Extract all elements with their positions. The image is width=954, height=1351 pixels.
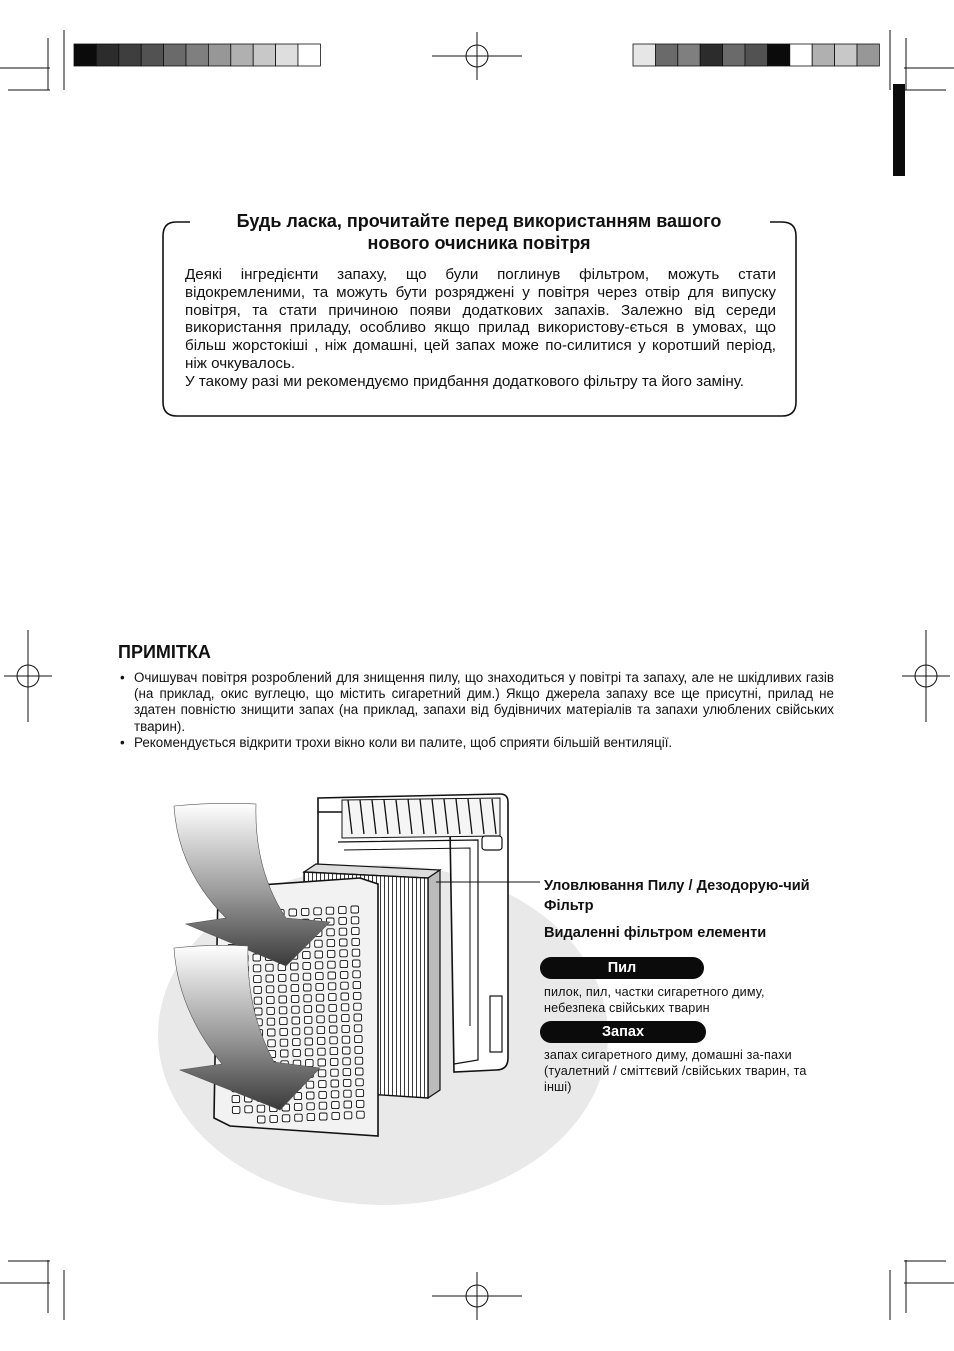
panel-hole <box>316 983 324 990</box>
panel-hole <box>339 928 347 935</box>
notice-paragraph-1: Деякі інгредієнти запаху, що були поглинув фільтром, можуть стати відокремленими, та можуть бути розряджені у повітря через отвір для випуску повітря, та стати причиною появи додаткових запахів. Залежно від середи використання приладу, особливо якщо прилад використову-ється в умовах, що більш жорстокіші , ніж домашні, цей запах може по-силитися у коротший період, ніж очкувалось. <box>185 266 776 372</box>
color-swatch <box>835 44 857 66</box>
notice-paragraph-2: У такому разі ми рекомендуємо придбання додаткового фільтру та його заміну. <box>185 372 745 390</box>
panel-hole <box>291 985 299 992</box>
panel-hole <box>306 1081 314 1088</box>
panel-hole <box>278 974 286 981</box>
panel-hole <box>316 973 324 980</box>
color-swatch <box>745 44 767 66</box>
filter-label: Уловлювання Пилу / Дезодорую-чий Фільтр <box>544 878 810 914</box>
panel-hole <box>294 1103 302 1110</box>
panel-hole <box>340 950 348 957</box>
color-swatch <box>723 44 745 66</box>
panel-hole <box>254 986 262 993</box>
color-swatch <box>208 44 230 66</box>
panel-hole <box>304 1016 312 1023</box>
panel-hole <box>354 1014 362 1021</box>
panel-hole <box>267 1018 275 1025</box>
panel-hole <box>339 917 347 924</box>
panel-hole <box>356 1068 364 1075</box>
removed-elements-heading: Видаленні фільтром елементи <box>544 925 767 941</box>
panel-hole <box>339 907 347 914</box>
color-swatch <box>164 44 186 66</box>
color-swatch <box>678 44 700 66</box>
panel-hole <box>293 1039 301 1046</box>
color-swatch <box>812 44 834 66</box>
panel-hole <box>343 1058 351 1065</box>
panel-hole <box>307 1103 315 1110</box>
panel-hole <box>320 1113 328 1120</box>
color-swatch <box>141 44 163 66</box>
panel-hole <box>341 993 349 1000</box>
panel-hole <box>342 1025 350 1032</box>
notice-body <box>185 266 776 391</box>
panel-hole <box>332 1112 340 1119</box>
panel-hole <box>317 1037 325 1044</box>
panel-hole <box>343 1069 351 1076</box>
panel-hole <box>331 1080 339 1087</box>
panel-hole <box>279 985 287 992</box>
panel-hole <box>353 971 361 978</box>
panel-hole <box>355 1036 363 1043</box>
color-swatch <box>253 44 275 66</box>
panel-hole <box>319 1102 327 1109</box>
color-bar-right <box>633 44 879 66</box>
panel-hole <box>343 1079 351 1086</box>
panel-hole <box>306 1060 314 1067</box>
panel-hole <box>341 1004 349 1011</box>
odor-badge: Запах <box>540 1021 706 1043</box>
panel-hole <box>329 1015 337 1022</box>
panel-hole <box>353 982 361 989</box>
panel-hole <box>314 908 322 915</box>
panel-hole <box>280 1039 288 1046</box>
panel-hole <box>267 1007 275 1014</box>
panel-hole <box>319 1081 327 1088</box>
panel-hole <box>305 1038 313 1045</box>
panel-hole <box>356 1100 364 1107</box>
panel-hole <box>317 1027 325 1034</box>
panel-hole <box>268 1040 276 1047</box>
color-swatch <box>700 44 722 66</box>
panel-hole <box>282 1115 290 1122</box>
panel-hole <box>344 1101 352 1108</box>
panel-hole <box>316 994 324 1001</box>
panel-hole <box>342 1015 350 1022</box>
panel-hole <box>328 961 336 968</box>
note-item-1: • Очишувач повітря розроблений для знищення пилу, що знаходиться у повітрі та запаху, але не шкідливих газів (на приклад, окис вуглецю, що містить сигаретний дим.) Якщо джерела запаху все ще присутні, прилад не здатен повністю знищити запах (на приклад, запахи від будівничих матеріалів та запахи улюблених свійських тварин). <box>118 670 834 735</box>
panel-hole <box>266 975 274 982</box>
panel-hole <box>232 1096 240 1103</box>
color-swatch <box>231 44 253 66</box>
panel-hole <box>266 986 274 993</box>
panel-hole <box>331 1069 339 1076</box>
panel-hole <box>303 973 311 980</box>
panel-hole <box>319 1091 327 1098</box>
panel-hole <box>301 908 309 915</box>
panel-hole <box>257 1105 265 1112</box>
panel-hole <box>318 1070 326 1077</box>
note-item-2: • Рекомендується відкрити трохи вікно коли ви палите, щоб сприяти більшій вентиляції. <box>118 735 834 751</box>
panel-hole <box>303 952 311 959</box>
thumb-tab <box>893 84 905 176</box>
panel-hole <box>355 1057 363 1064</box>
panel-hole <box>328 972 336 979</box>
panel-hole <box>253 965 260 972</box>
color-swatch <box>633 44 655 66</box>
notice-title-line1: Будь ласка, прочитайте перед використанням вашого <box>236 211 722 231</box>
odor-description: запах сигаретного диму, домашні за-пахи (туалетний / сміттєвий /свійських тварин, та інші) <box>544 1048 807 1094</box>
air-purifier-illustration <box>158 794 608 1205</box>
panel-hole <box>353 992 361 999</box>
color-swatch <box>96 44 118 66</box>
panel-hole <box>327 950 335 957</box>
panel-hole <box>291 963 299 970</box>
panel-hole <box>232 1106 240 1113</box>
panel-hole <box>315 940 323 947</box>
panel-hole <box>327 940 335 947</box>
panel-hole <box>331 1091 339 1098</box>
panel-hole <box>328 983 336 990</box>
panel-hole <box>343 1047 351 1054</box>
panel-hole <box>305 1027 313 1034</box>
color-swatch <box>857 44 879 66</box>
panel-hole <box>295 1114 303 1121</box>
panel-hole <box>280 1028 288 1035</box>
panel-hole <box>292 1028 300 1035</box>
panel-hole <box>318 1048 326 1055</box>
panel-hole <box>357 1111 365 1118</box>
panel-hole <box>304 984 312 991</box>
panel-hole <box>330 1058 338 1065</box>
panel-hole <box>355 1046 363 1053</box>
notice-title-line2: нового очисника повітря <box>367 233 591 253</box>
panel-hole <box>307 1114 315 1121</box>
dust-badge: Пил <box>540 957 704 979</box>
panel-hole <box>352 928 360 935</box>
color-swatch <box>655 44 677 66</box>
panel-hole <box>255 1008 263 1015</box>
notice-title <box>190 210 768 254</box>
panel-hole <box>254 976 262 983</box>
panel-hole <box>266 964 274 971</box>
panel-hole <box>280 1018 288 1025</box>
color-bar-left <box>74 44 320 66</box>
panel-hole <box>291 995 299 1002</box>
panel-hole <box>258 1116 266 1123</box>
color-swatch <box>186 44 208 66</box>
panel-hole <box>279 996 287 1003</box>
panel-hole <box>332 1102 340 1109</box>
panel-hole <box>344 1090 352 1097</box>
panel-hole <box>292 1006 300 1013</box>
panel-hole <box>318 1059 326 1066</box>
panel-hole <box>307 1092 315 1099</box>
color-swatch <box>298 44 320 66</box>
panel-hole <box>326 907 334 914</box>
panel-hole <box>329 1004 337 1011</box>
panel-hole <box>317 1005 325 1012</box>
panel-hole <box>330 1037 338 1044</box>
panel-hole <box>341 982 349 989</box>
color-swatch <box>790 44 812 66</box>
panel-hole <box>270 1115 278 1122</box>
panel-hole <box>344 1112 352 1119</box>
panel-hole <box>281 1050 289 1057</box>
panel-hole <box>354 1025 362 1032</box>
note-heading: ПРИМІТКА <box>118 642 211 662</box>
panel-hole <box>254 997 262 1004</box>
panel-hole <box>327 929 335 936</box>
color-swatch <box>74 44 96 66</box>
panel-hole <box>352 938 360 945</box>
panel-hole <box>353 960 361 967</box>
panel-hole <box>352 949 360 956</box>
panel-hole <box>245 1106 253 1113</box>
panel-hole <box>303 962 311 969</box>
color-swatch <box>119 44 141 66</box>
panel-hole <box>356 1090 364 1097</box>
panel-hole <box>292 1017 300 1024</box>
panel-hole <box>340 939 348 946</box>
panel-hole <box>305 1049 313 1056</box>
panel-hole <box>293 1049 301 1056</box>
panel-hole <box>351 906 359 913</box>
color-swatch <box>767 44 789 66</box>
panel-hole <box>340 961 348 968</box>
panel-hole <box>279 1007 287 1014</box>
color-swatch <box>276 44 298 66</box>
panel-hole <box>291 974 299 981</box>
panel-hole <box>304 995 312 1002</box>
dust-description: пилок, пил, частки сигаретного диму, небезпека свійських тварин <box>544 985 765 1015</box>
panel-hole <box>330 1026 338 1033</box>
panel-hole <box>315 962 323 969</box>
panel-hole <box>351 917 359 924</box>
panel-hole <box>330 1048 338 1055</box>
note-list <box>118 670 834 751</box>
panel-hole <box>268 1029 276 1036</box>
panel-hole <box>329 994 337 1001</box>
panel-hole <box>267 997 275 1004</box>
panel-hole <box>317 1016 325 1023</box>
panel-hole <box>356 1079 364 1086</box>
panel-hole <box>304 1006 312 1013</box>
panel-hole <box>315 951 323 958</box>
panel-hole <box>342 1036 350 1043</box>
panel-hole <box>340 971 348 978</box>
panel-hole <box>354 1003 362 1010</box>
panel-hole <box>289 909 297 916</box>
